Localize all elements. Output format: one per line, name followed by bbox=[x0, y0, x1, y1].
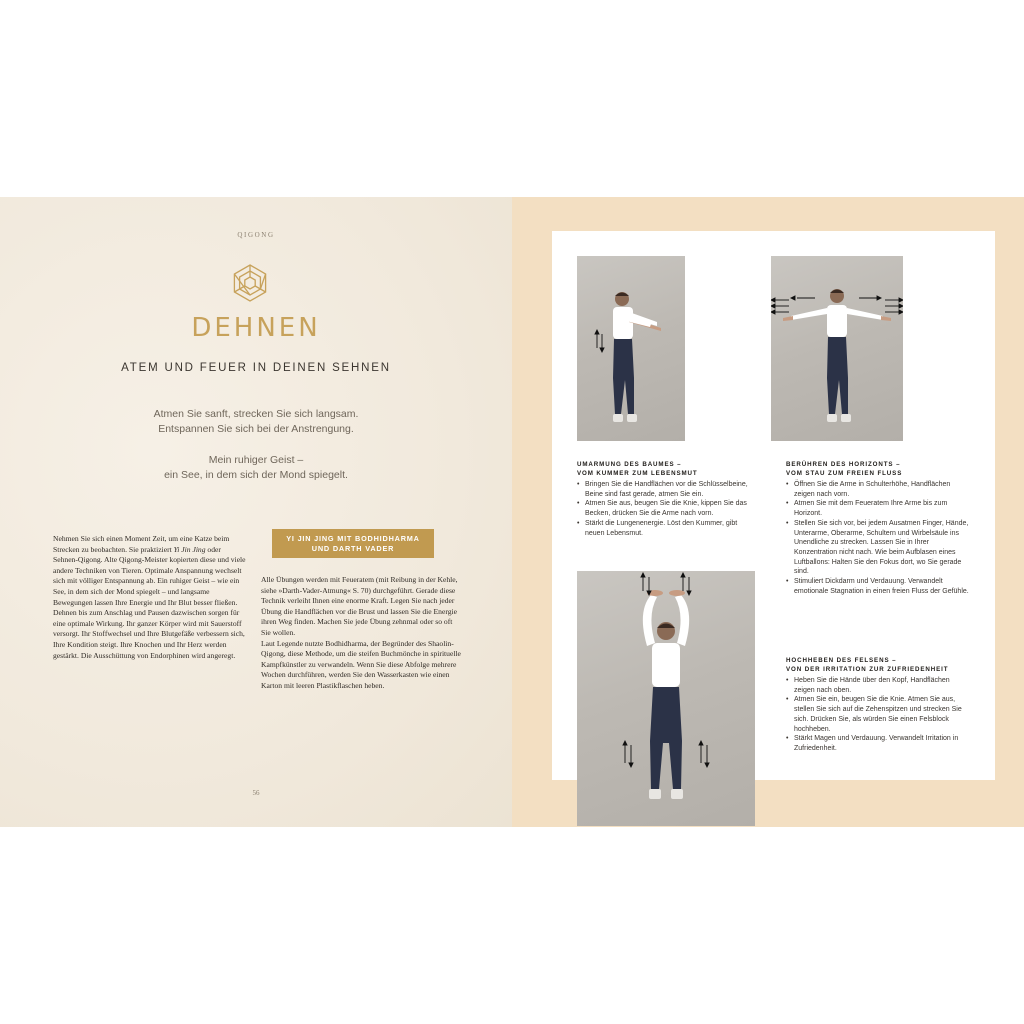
exercise-tree-hug bbox=[577, 460, 757, 538]
list-item: • Stärkt Magen und Verdauung. Verwandelt Irritation in Zufriedenheit. bbox=[786, 734, 972, 753]
exercise-horizon-touch bbox=[786, 460, 972, 596]
list-item: • Heben Sie die Hände über den Kopf, Handflächen zeigen nach oben. bbox=[786, 676, 972, 695]
list-item: • Atmen Sie mit dem Feueratem Ihre Arme bis zum Horizont. bbox=[786, 499, 972, 518]
body-paragraph bbox=[53, 534, 247, 661]
list-item: • Atmen Sie ein, beugen Sie die Knie. Atmen Sie aus, stellen Sie sich auf die Zehenspitzen und strecken Sie sich. Drücken Sie, als würden Sie einen Felsblock hochheben. bbox=[786, 695, 972, 734]
heading-line: UMARMUNG DES BAUMES – bbox=[577, 461, 682, 468]
body-paragraph: Alle Übungen werden mit Feueratem (mit Reibung in der Kehle, siehe »Darth-Vader-Atmung« S. 70) durchgeführt. Gerade diese Technik verleiht Ihnen eine enorme Kraft. Legen Sie nach jeder Übung die Handflächen vor die Brust und lassen Sie die Energie ihren Weg finden. Machen Sie jede Übung zehnmal oder so oft Sie wollen. bbox=[261, 575, 458, 637]
body-column-left bbox=[53, 534, 247, 661]
page-title: DEHNEN bbox=[191, 313, 321, 343]
exercise-heading bbox=[786, 460, 972, 478]
poem-stanza-1 bbox=[0, 407, 512, 437]
poem-line: Atmen Sie sanft, strecken Sie sich langsam. bbox=[153, 408, 359, 420]
up-down-arrow-icon bbox=[577, 571, 755, 826]
hexagon-knot-logo-icon bbox=[230, 263, 270, 303]
poem-stanza-2 bbox=[0, 453, 512, 483]
list-item: • Stellen Sie sich vor, bei jedem Ausatmen Finger, Hände, Unterarme, Oberarme, Schultern und Wirbelsäule ins Unendliche zu strecken. Lassen Sie in Ihrer Konzentration nicht nach. Wie beim Aufblasen eines Luftballons: Halten Sie den Fokus dort, wo Sie gerade sind. bbox=[786, 519, 972, 577]
left-page bbox=[0, 197, 512, 827]
running-head: QIGONG bbox=[237, 231, 275, 239]
heading-line: VON DER IRRITATION ZUR ZUFRIEDENHEIT bbox=[786, 666, 949, 673]
exercise-bullets bbox=[577, 480, 757, 538]
list-item: • Stimuliert Dickdarm und Verdauung. Verwandelt emotionale Stagnation in einen freien Fluss der Gefühle. bbox=[786, 577, 972, 596]
exercise-rock-lift bbox=[786, 656, 972, 754]
heading-line: VOM STAU ZUM FREIEN FLUSS bbox=[786, 470, 903, 477]
badge-line: YI JIN JING MIT BODHIDHARMA bbox=[286, 533, 420, 543]
poem-line: ein See, in dem sich der Mond spiegelt. bbox=[164, 469, 348, 481]
list-item: • Bringen Sie die Handflächen vor die Schlüsselbeine, Beine sind fast gerade, atmen Sie ein. bbox=[577, 480, 757, 499]
exercise-bullets bbox=[786, 480, 972, 596]
list-item: • Öffnen Sie die Arme in Schulterhöhe, Handflächen zeigen nach vorn. bbox=[786, 480, 972, 499]
poem-line: Mein ruhiger Geist – bbox=[208, 454, 304, 466]
page-subtitle: ATEM UND FEUER IN DEINEN SEHNEN bbox=[121, 362, 391, 374]
exercise-card bbox=[552, 231, 995, 780]
heading-line: HOCHHEBEN DES FELSENS – bbox=[786, 657, 897, 664]
photo-horizon-touch bbox=[771, 256, 903, 441]
body-text: Nehmen Sie sich einen Moment Zeit, um eine Katze beim Strecken zu beobachten. Sie praktiziert bbox=[53, 534, 230, 554]
body-paragraph: Laut Legende nutzte Bodhidharma, der Begründer des Shaolin-Qigong, diese Methode, um die steifen Buchmönche in spirituelle Kampfkünstler zu verwandeln. Wenn Sie diese Abfolge mehrere Wochen durchführen, werden Sie den Wasserkasten wie einen Karton mit leeren Plastikflaschen heben. bbox=[261, 638, 461, 690]
photo-tree-hug bbox=[577, 256, 685, 441]
body-column-right bbox=[261, 575, 461, 692]
poem-line: Entspannen Sie sich bei der Anstrengung. bbox=[158, 423, 354, 435]
page-number: 56 bbox=[252, 789, 260, 797]
exercise-heading bbox=[786, 656, 972, 674]
heading-line: BERÜHREN DES HORIZONTS – bbox=[786, 461, 901, 468]
section-badge bbox=[272, 529, 434, 558]
up-down-arrow-icon bbox=[577, 256, 685, 441]
exercise-bullets bbox=[786, 676, 972, 754]
right-arrows-icon bbox=[771, 256, 903, 441]
photo-rock-lift bbox=[577, 571, 755, 826]
badge-line: UND DARTH VADER bbox=[311, 543, 395, 553]
exercise-heading bbox=[577, 460, 757, 478]
heading-line: VOM KUMMER ZUM LEBENSMUT bbox=[577, 470, 698, 477]
list-item: • Stärkt die Lungenenergie. Löst den Kummer, gibt neuen Lebensmut. bbox=[577, 519, 757, 538]
list-item: • Atmen Sie aus, beugen Sie die Knie, kippen Sie das Becken, drücken Sie die Arme nach vorn. bbox=[577, 499, 757, 518]
body-italic-term: Yi Jin Jing bbox=[173, 544, 206, 554]
body-text: oder Sehnen-Qigong. Alte Qigong-Meister kopierten diese und viele andere Techniken von Tieren. Optimale Anspannung wechselt sich mit völliger Entspannung ab. Ein ruhiger Geist – wie ein See, in dem sich der Mond spiegelt – und langsame Bewegungen lassen Ihre Energie und Ihr Blut besser fließen. Dehnen bis zum Anschlag und Pausen dazwischen sorgen für eine optimale Wirkung. Ihr ganzer Körper wird mit Sauerstoff versorgt. Ihr Stoffwechsel und Ihre Blutgefäße verbessern sich, Ihre Kondition steigt. Ihre Knochen und Ihr Herz werden gestärkt. Die Ausschüttung von Endorphinen wird angeregt. bbox=[53, 544, 246, 660]
